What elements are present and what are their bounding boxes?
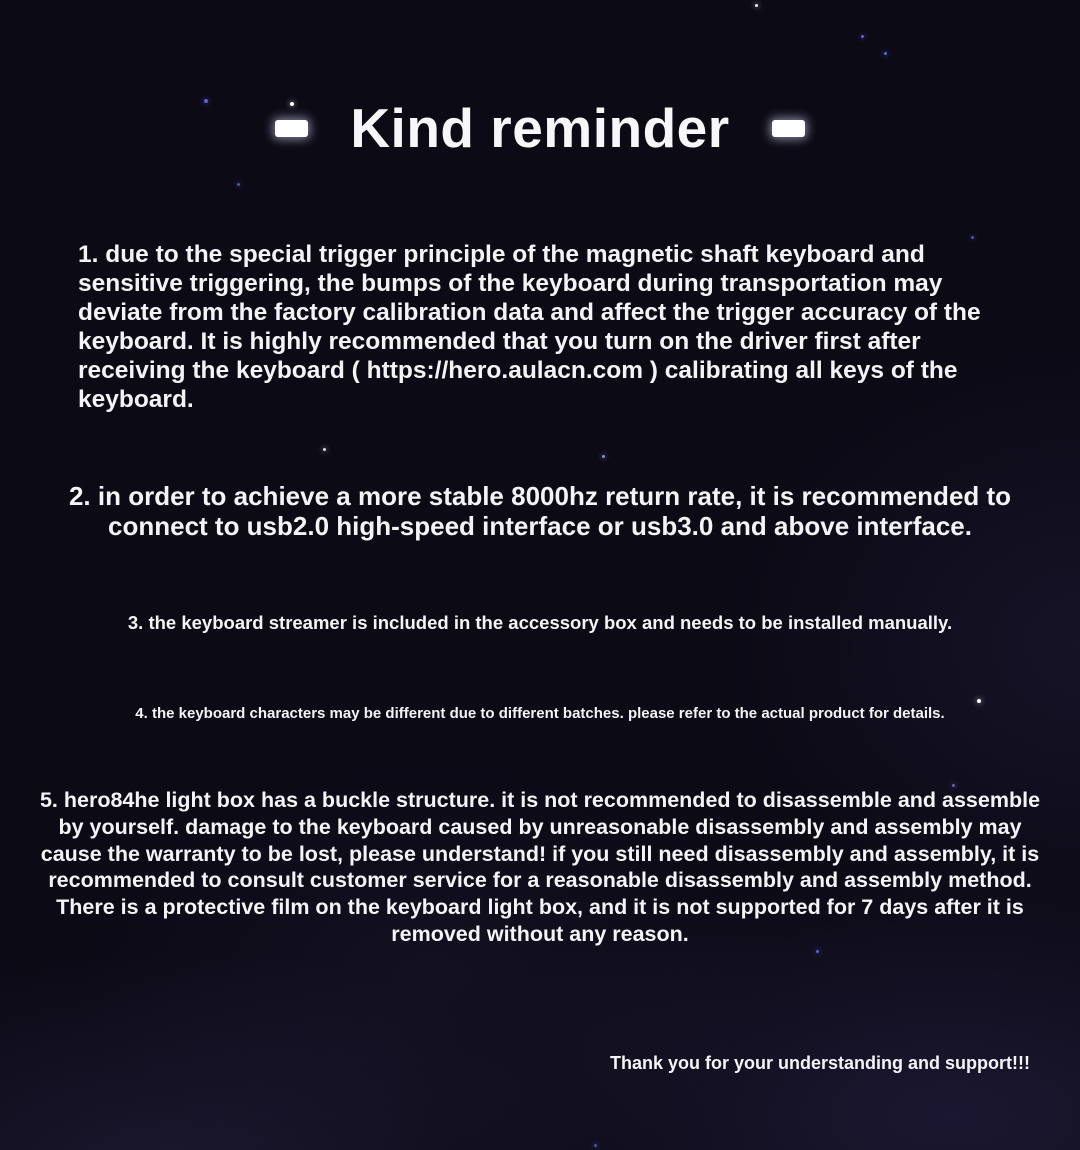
page-title: Kind reminder — [350, 97, 730, 159]
star-decoration — [977, 699, 981, 703]
star-decoration — [971, 236, 974, 239]
star-decoration — [884, 52, 887, 55]
star-decoration — [594, 1144, 597, 1147]
star-decoration — [602, 455, 605, 458]
title-dash-right-icon — [772, 120, 805, 137]
reminder-item-5: 5. hero84he light box has a buckle structure. it is not recommended to disassemble and assemble by yourself. damage to the keyboard caused by unreasonable disassembly and assembly may cause the warranty to be lost, please understand! if you still need disassembly and assembly, it is recommended to consult customer service for a reasonable disassembly and assembly method. There is a protective film on the keyboard light box, and it is not supported for 7 days after it is removed without any reason. — [39, 788, 1041, 946]
footer-thanks: Thank you for your understanding and support!!! — [610, 1053, 1030, 1073]
star-decoration — [237, 183, 240, 186]
reminder-item-3: 3. the keyboard streamer is included in the accessory box and needs to be installed manually. — [127, 612, 953, 633]
reminder-item-1: 1. due to the special trigger principle of the magnetic shaft keyboard and sensitive triggering, the bumps of the keyboard during transportation may deviate from the factory calibration data and affect the trigger accuracy of the keyboard. It is highly recommended that you turn on the driver first after receiving the keyboard ( https://hero.aulacn.com ) calibrating all keys of the keyboard. — [78, 241, 981, 413]
star-decoration — [816, 950, 819, 953]
star-decoration — [323, 448, 326, 451]
title-dash-left-icon — [275, 120, 308, 137]
reminder-item-4: 4. the keyboard characters may be different due to different batches. please refer to the actual product for details. — [135, 705, 945, 722]
star-decoration — [755, 4, 758, 7]
star-decoration — [861, 35, 864, 38]
page-header — [0, 96, 1080, 160]
reminder-item-2: 2. in order to achieve a more stable 8000hz return rate, it is recommended to connect to usb2.0 high-speed interface or usb3.0 and above interface. — [68, 481, 1012, 541]
